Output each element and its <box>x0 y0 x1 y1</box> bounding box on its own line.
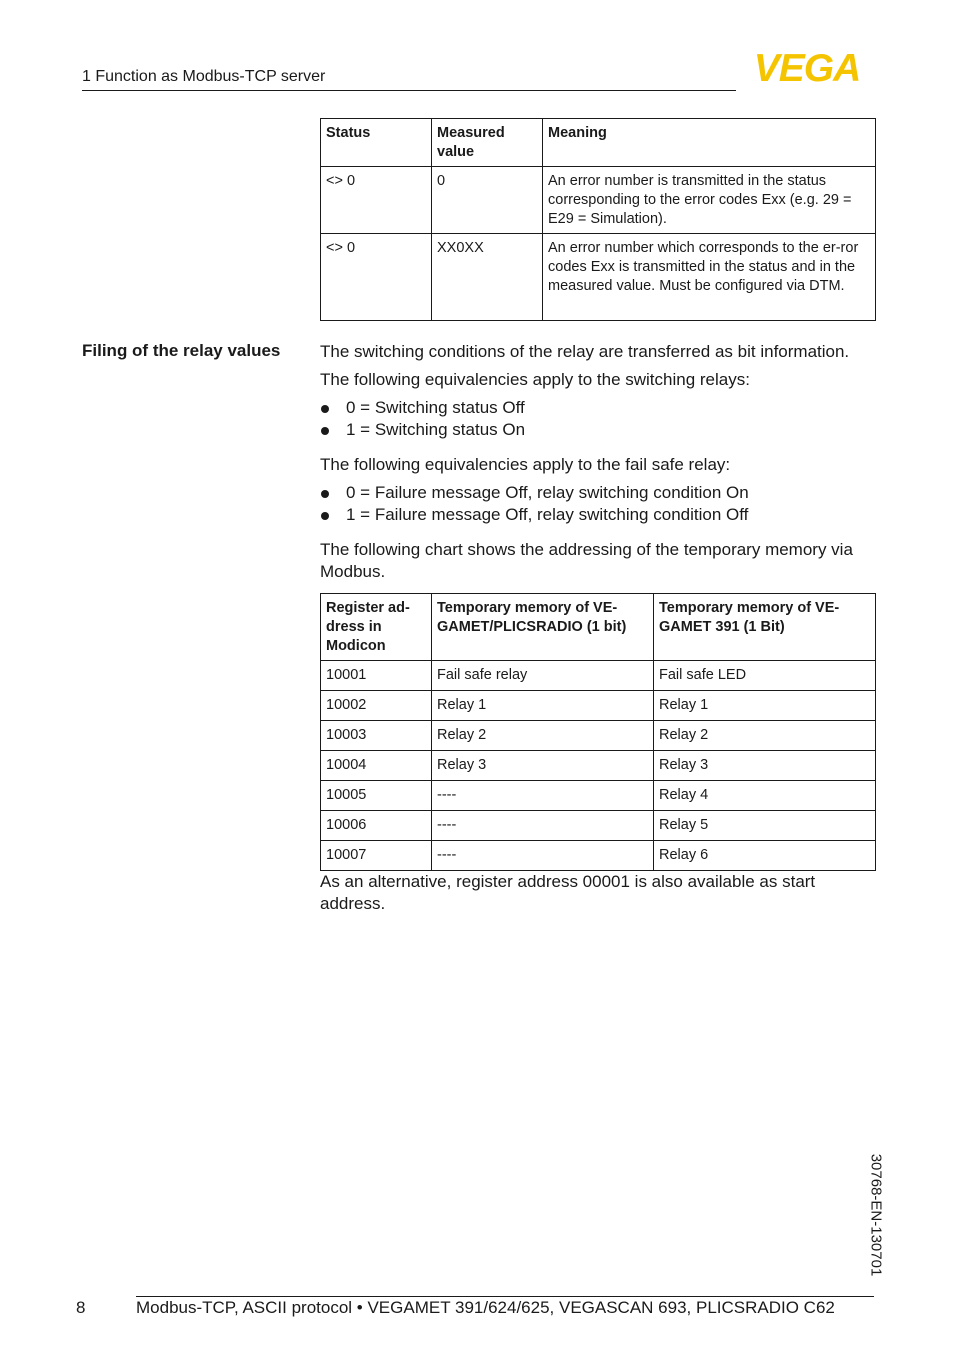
table-cell: Relay 4 <box>654 781 876 811</box>
table-cell: 0 <box>432 167 543 234</box>
table-cell: 10004 <box>321 751 432 781</box>
table-cell: Relay 3 <box>432 751 654 781</box>
table-row <box>321 234 876 321</box>
table-row <box>321 661 876 691</box>
logo-text: VEGA <box>753 50 861 86</box>
table-row <box>321 841 876 871</box>
table-cell: 10005 <box>321 781 432 811</box>
column-header: Temporary memory of VE-GAMET/PLICSRADIO (1 bit) <box>432 594 654 661</box>
footer-rule <box>136 1296 874 1297</box>
table-cell: Fail safe relay <box>432 661 654 691</box>
table-cell: Relay 1 <box>654 691 876 721</box>
table-cell: Relay 2 <box>432 721 654 751</box>
table-header-row <box>321 119 876 167</box>
table-cell: 10001 <box>321 661 432 691</box>
register-table <box>320 593 876 871</box>
bullet-icon <box>321 427 329 435</box>
bullet-icon <box>321 512 329 520</box>
table-cell: <> 0 <box>321 167 432 234</box>
footer-title: Modbus-TCP, ASCII protocol • VEGAMET 391/624/625, VEGASCAN 693, PLICSRADIO C62 <box>136 1298 835 1317</box>
document-code <box>856 1140 896 1290</box>
table-row <box>321 781 876 811</box>
table-cell: An error number which corresponds to the er-ror codes Exx is transmitted in the status and in the measured value. Must be configured via DTM. <box>543 234 876 321</box>
table-header-row <box>321 594 876 661</box>
bullet-icon <box>321 490 329 498</box>
table-cell: Relay 2 <box>654 721 876 751</box>
table-row <box>321 721 876 751</box>
chart-intro: The following chart shows the addressing of the temporary memory via Modbus. <box>320 540 853 581</box>
column-header: Temporary memory of VE-GAMET 391 (1 Bit) <box>654 594 876 661</box>
table-cell: Relay 3 <box>654 751 876 781</box>
closing-paragraph: As an alternative, register address 00001 is also available as start address. <box>320 872 816 913</box>
intro-paragraph: The switching conditions of the relay are transferred as bit information. <box>320 342 850 361</box>
page-number: 8 <box>76 1298 86 1317</box>
table-row <box>321 811 876 841</box>
table-cell: 10007 <box>321 841 432 871</box>
table-row <box>321 691 876 721</box>
vega-logo <box>740 50 874 86</box>
table-cell: Relay 6 <box>654 841 876 871</box>
table-cell: ---- <box>432 811 654 841</box>
column-header: Register ad-dress in Modicon <box>321 594 432 661</box>
table-cell: <> 0 <box>321 234 432 321</box>
column-header: Meaning <box>543 119 876 167</box>
table-cell: 10003 <box>321 721 432 751</box>
status-table <box>320 118 876 321</box>
header-rule <box>82 90 736 91</box>
table-cell: 10006 <box>321 811 432 841</box>
column-header: Measured value <box>432 119 543 167</box>
switching-intro: The following equivalencies apply to the switching relays: <box>320 370 750 389</box>
bullet-icon <box>321 405 329 413</box>
table-cell: ---- <box>432 781 654 811</box>
table-row <box>321 167 876 234</box>
failsafe-intro: The following equivalencies apply to the fail safe relay: <box>320 455 731 474</box>
table-row <box>321 751 876 781</box>
running-header: 1 Function as Modbus-TCP server <box>82 68 326 85</box>
document-code-text: 30768-EN-130701 <box>867 1153 885 1277</box>
table-cell: Fail safe LED <box>654 661 876 691</box>
table-cell: ---- <box>432 841 654 871</box>
table-cell: XX0XX <box>432 234 543 321</box>
table-cell: Relay 1 <box>432 691 654 721</box>
table-cell: An error number is transmitted in the status corresponding to the error codes Exx (e.g. 29 = E29 = Simulation). <box>543 167 876 234</box>
table-cell: Relay 5 <box>654 811 876 841</box>
table-cell: 10002 <box>321 691 432 721</box>
column-header: Status <box>321 119 432 167</box>
section-heading: Filing of the relay values <box>82 341 281 360</box>
